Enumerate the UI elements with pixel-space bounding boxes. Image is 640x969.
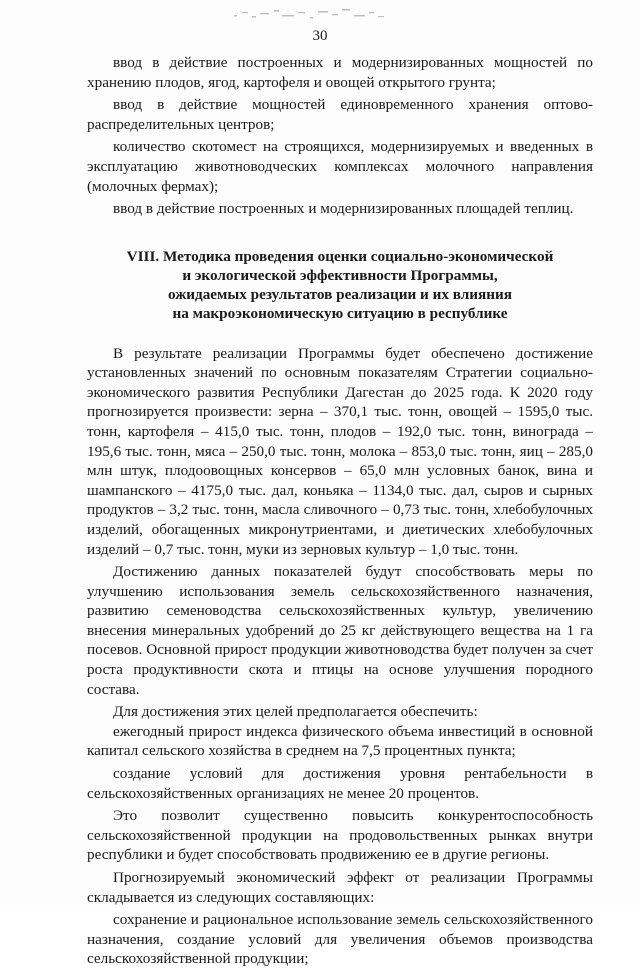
scan-artifact-smudge [230, 6, 390, 26]
document-body [87, 53, 593, 969]
paragraph: В результате реализации Программы будет обеспечено достижение установленных значений по основным показателям Стратегии социально-экономического развития Республики Дагестан до 2025 года. К 2020 году прогнозируется произвести: зерна – 370,1 тыс. тонн, овощей – 1595,0 тыс. тонн, картофеля – 415,0 тыс. тонн, плодов – 192,0 тыс. тонн, винограда – 195,6 тыс. тонн, мяса – 250,0 тыс. тонн, молока – 853,0 тыс. тонн, яиц – 285,0 млн штук, плодоовощных консервов – 65,0 млн условных банок, вина и шампанского – 4175,0 тыс. дал, коньяка – 1134,0 тыс. дал, сыров и сырных продуктов – 3,2 тыс. тонн, масла сливочного – 0,73 тыс. тонн, хлебобулочных изделий, обогащенных микронутриентами, и диетических хлебобулочных изделий – 0,7 тыс. тонн, муки из зерновых культур – 1,0 тыс. тонн. [87, 344, 593, 558]
section-heading-line: ожидаемых результатов реализации и их влияния [168, 286, 512, 304]
page-number: 30 [312, 28, 328, 44]
paragraph: Это позволит существенно повысить конкурентоспособность сельскохозяйственной продукции на продовольственных рынках внутри республики и будет способствовать продвижению ее в другие регионы. [87, 807, 593, 864]
list-item: ввод в действие построенных и модернизированных мощностей по хранению плодов, ягод, картофеля и овощей открытого грунта; [87, 54, 593, 91]
paragraph: сохранение и рациональное использование земель сельскохозяйственного назначения, создание условий для увеличения объемов производства сельскохозяйственной продукции; [87, 911, 593, 968]
list-item: ввод в действие построенных и модернизированных площадей теплиц. [113, 200, 574, 218]
paragraph: создание условий для достижения уровня рентабельности в сельскохозяйственных организациях не менее 20 процентов. [87, 765, 593, 802]
paragraph: Прогнозируемый экономический эффект от реализации Программы складывается из следующих составляющих: [87, 869, 593, 906]
section-heading-line: и экологической эффективности Программы, [182, 266, 498, 284]
section-heading-line: VIII. Методика проведения оценки социально-экономической [126, 247, 554, 265]
list-item: ввод в действие мощностей единовременного хранения оптово-распределительных центров; [87, 96, 593, 133]
list-item: количество скотомест на строящихся, модернизируемых и введенных в эксплуатацию животноводческих комплексах молочного направления (молочных фермах); [87, 138, 593, 195]
paragraph: ежегодный прирост индекса физического объема инвестиций в основной капитал сельского хозяйства в среднем на 7,5 процентных пункта; [87, 722, 593, 760]
paragraph: Для достижения этих целей предполагается обеспечить: [113, 703, 478, 721]
paragraph: Достижению данных показателей будут способствовать меры по улучшению использования земель сельскохозяйственного назначения, развитию семеноводства сельскохозяйственных культур, увеличению внесения минеральных удобрений до 25 кг действующего вещества на 1 га посевов. Основной прирост продукции животноводства будет получен за счет роста продуктивности скота и птицы на основе улучшения породного состава. [87, 563, 593, 698]
section-heading-line: на макроэкономическую ситуацию в республике [172, 305, 508, 323]
section-heading [87, 247, 593, 324]
